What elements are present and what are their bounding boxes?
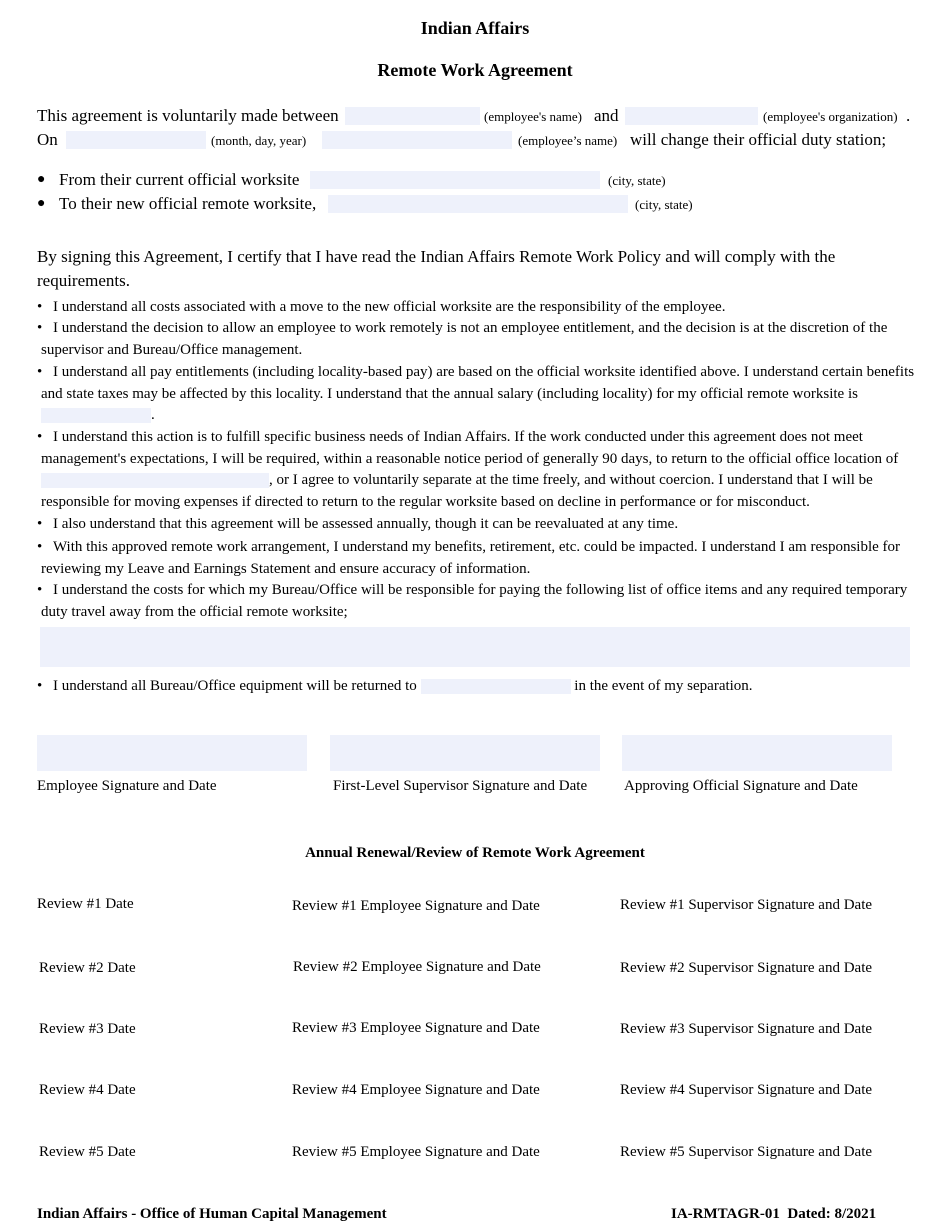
employee-signature-label: Employee Signature and Date	[37, 778, 217, 794]
bullet-text: I understand all costs associated with a move to the new official worksite are the responsibility of the employee.	[53, 299, 726, 315]
employee-name-hint: (employee's name)	[484, 109, 582, 124]
review-1-supervisor-label: Review #1 Supervisor Signature and Date	[620, 897, 873, 913]
bullet-text: I understand this action is to fulfill specific business needs of Indian Affairs. If the work conducted under this agreement does not meet management's expectations, I will be required, within a reasonable notice period of generally 90 days, to return to the official office location of	[41, 429, 899, 467]
employee-name-field[interactable]	[345, 107, 480, 125]
review-4-supervisor-label: Review #4 Supervisor Signature and Date	[620, 1082, 873, 1098]
bullet-icon: •	[37, 678, 43, 694]
review-3-employee-label: Review #3 Employee Signature and Date	[292, 1020, 540, 1036]
bullet-not-entitlement	[37, 318, 916, 361]
bullet-icon: •	[37, 582, 43, 598]
bullet-office-costs	[37, 580, 916, 623]
current-worksite-field[interactable]	[310, 171, 600, 189]
supervisor-signature-label: First-Level Supervisor Signature and Date	[333, 778, 588, 794]
bullet-pay-entitlements	[37, 362, 916, 427]
bullet-icon: ●	[37, 172, 46, 187]
date-hint: (month, day, year)	[211, 133, 307, 148]
document-org-heading: Indian Affairs	[420, 18, 530, 38]
employee-organization-field[interactable]	[625, 107, 758, 125]
document-title: Remote Work Agreement	[377, 60, 573, 80]
review-5-date-label: Review #5 Date	[39, 1144, 136, 1160]
bullet-icon: •	[37, 539, 43, 555]
review-2-date-label: Review #2 Date	[39, 960, 136, 976]
bullet-icon: ●	[37, 196, 46, 211]
approving-official-signature-label: Approving Official Signature and Date	[624, 778, 858, 794]
bullet-icon: •	[37, 364, 43, 380]
to-worksite-label: To their new official remote worksite,	[59, 194, 317, 213]
employee-name-hint-2: (employee’s name)	[518, 133, 618, 148]
bullet-move-costs	[37, 297, 916, 319]
bullet-text: I understand the decision to allow an employee to work remotely is not an employee entitlement, and the decision is at the discretion of the supervisor and Bureau/Office management.	[41, 320, 888, 358]
annual-salary-field[interactable]	[41, 408, 151, 423]
bullet-icon: •	[37, 299, 43, 315]
bullet-text: With this approved remote work arrangement, I understand my benefits, retirement, etc. could be impacted. I understand I am responsible for reviewing my Leave and Earnings Statement and ensure accuracy of information.	[41, 539, 901, 577]
bullet-text-end: .	[151, 407, 155, 424]
review-4-date-label: Review #4 Date	[39, 1082, 136, 1098]
bullet-text: I also understand that this agreement will be assessed annually, though it can be reevaluated at any time.	[53, 516, 679, 532]
review-3-supervisor-label: Review #3 Supervisor Signature and Date	[620, 1021, 873, 1037]
intro-line1-text: This agreement is voluntarily made between	[37, 106, 339, 125]
bullet-equipment-return	[37, 676, 916, 698]
on-word: On	[37, 130, 58, 149]
intro-period: .	[906, 106, 911, 125]
review-4-employee-label: Review #4 Employee Signature and Date	[292, 1082, 540, 1098]
current-city-state-hint: (city, state)	[608, 173, 666, 188]
bullet-text-end: , or I agree to voluntarily separate at the time freely, and without coercion. I understand that I will be responsible for moving expenses if directed to return to the regular worksite based on decline in performance or for misconduct.	[41, 472, 873, 510]
official-office-location-field[interactable]	[41, 473, 269, 488]
equipment-return-location-field[interactable]	[421, 679, 571, 694]
review-2-employee-label: Review #2 Employee Signature and Date	[293, 959, 541, 975]
approving-official-signature-field[interactable]	[622, 735, 892, 771]
review-3-date-label: Review #3 Date	[39, 1021, 136, 1037]
annual-renewal-title: Annual Renewal/Review of Remote Work Agreement	[305, 845, 645, 861]
review-2-supervisor-label: Review #2 Supervisor Signature and Date	[620, 960, 873, 976]
remote-city-state-hint: (city, state)	[635, 197, 693, 212]
review-1-date-label: Review #1 Date	[37, 896, 134, 912]
review-1-employee-label: Review #1 Employee Signature and Date	[292, 898, 540, 914]
bullet-icon: •	[37, 320, 43, 336]
and-word: and	[594, 106, 619, 125]
footer-form-id: IA-RMTAGR-01 Dated: 8/2021	[671, 1206, 877, 1222]
supervisor-signature-field[interactable]	[330, 735, 600, 771]
footer-office: Indian Affairs - Office of Human Capital Management	[37, 1206, 387, 1222]
certify-statement: By signing this Agreement, I certify that I have read the Indian Affairs Remote Work Policy and will comply with the requirements.	[37, 247, 836, 290]
bullet-text: I understand all Bureau/Office equipment will be returned to	[53, 678, 417, 694]
intro-line2-end: will change their official duty station;	[630, 130, 887, 149]
bullet-annual-assessment	[37, 514, 916, 536]
review-5-supervisor-label: Review #5 Supervisor Signature and Date	[620, 1144, 873, 1160]
employee-organization-hint: (employee's organization)	[763, 109, 898, 124]
employee-signature-field[interactable]	[37, 735, 307, 771]
bullet-text: I understand all pay entitlements (including locality-based pay) are based on the official worksite identified above. I understand certain benefits and state taxes may be affected by this locality. I understand that the annual salary (including locality) for my official remote worksite is	[41, 364, 915, 402]
bullet-business-needs	[37, 427, 916, 513]
date-field[interactable]	[66, 131, 206, 149]
office-items-list-field[interactable]	[40, 627, 910, 667]
from-worksite-label: From their current official worksite	[59, 170, 300, 189]
bullet-text: I understand the costs for which my Bureau/Office will be responsible for paying the following list of office items and any required temporary duty travel away from the official remote worksite;	[41, 582, 908, 620]
review-5-employee-label: Review #5 Employee Signature and Date	[292, 1144, 540, 1160]
bullet-text-end: in the event of my separation.	[574, 678, 753, 694]
bullet-benefits-impact	[37, 537, 916, 580]
remote-worksite-field[interactable]	[328, 195, 628, 213]
employee-name-field-2[interactable]	[322, 131, 512, 149]
bullet-icon: •	[37, 429, 43, 445]
bullet-icon: •	[37, 516, 43, 532]
